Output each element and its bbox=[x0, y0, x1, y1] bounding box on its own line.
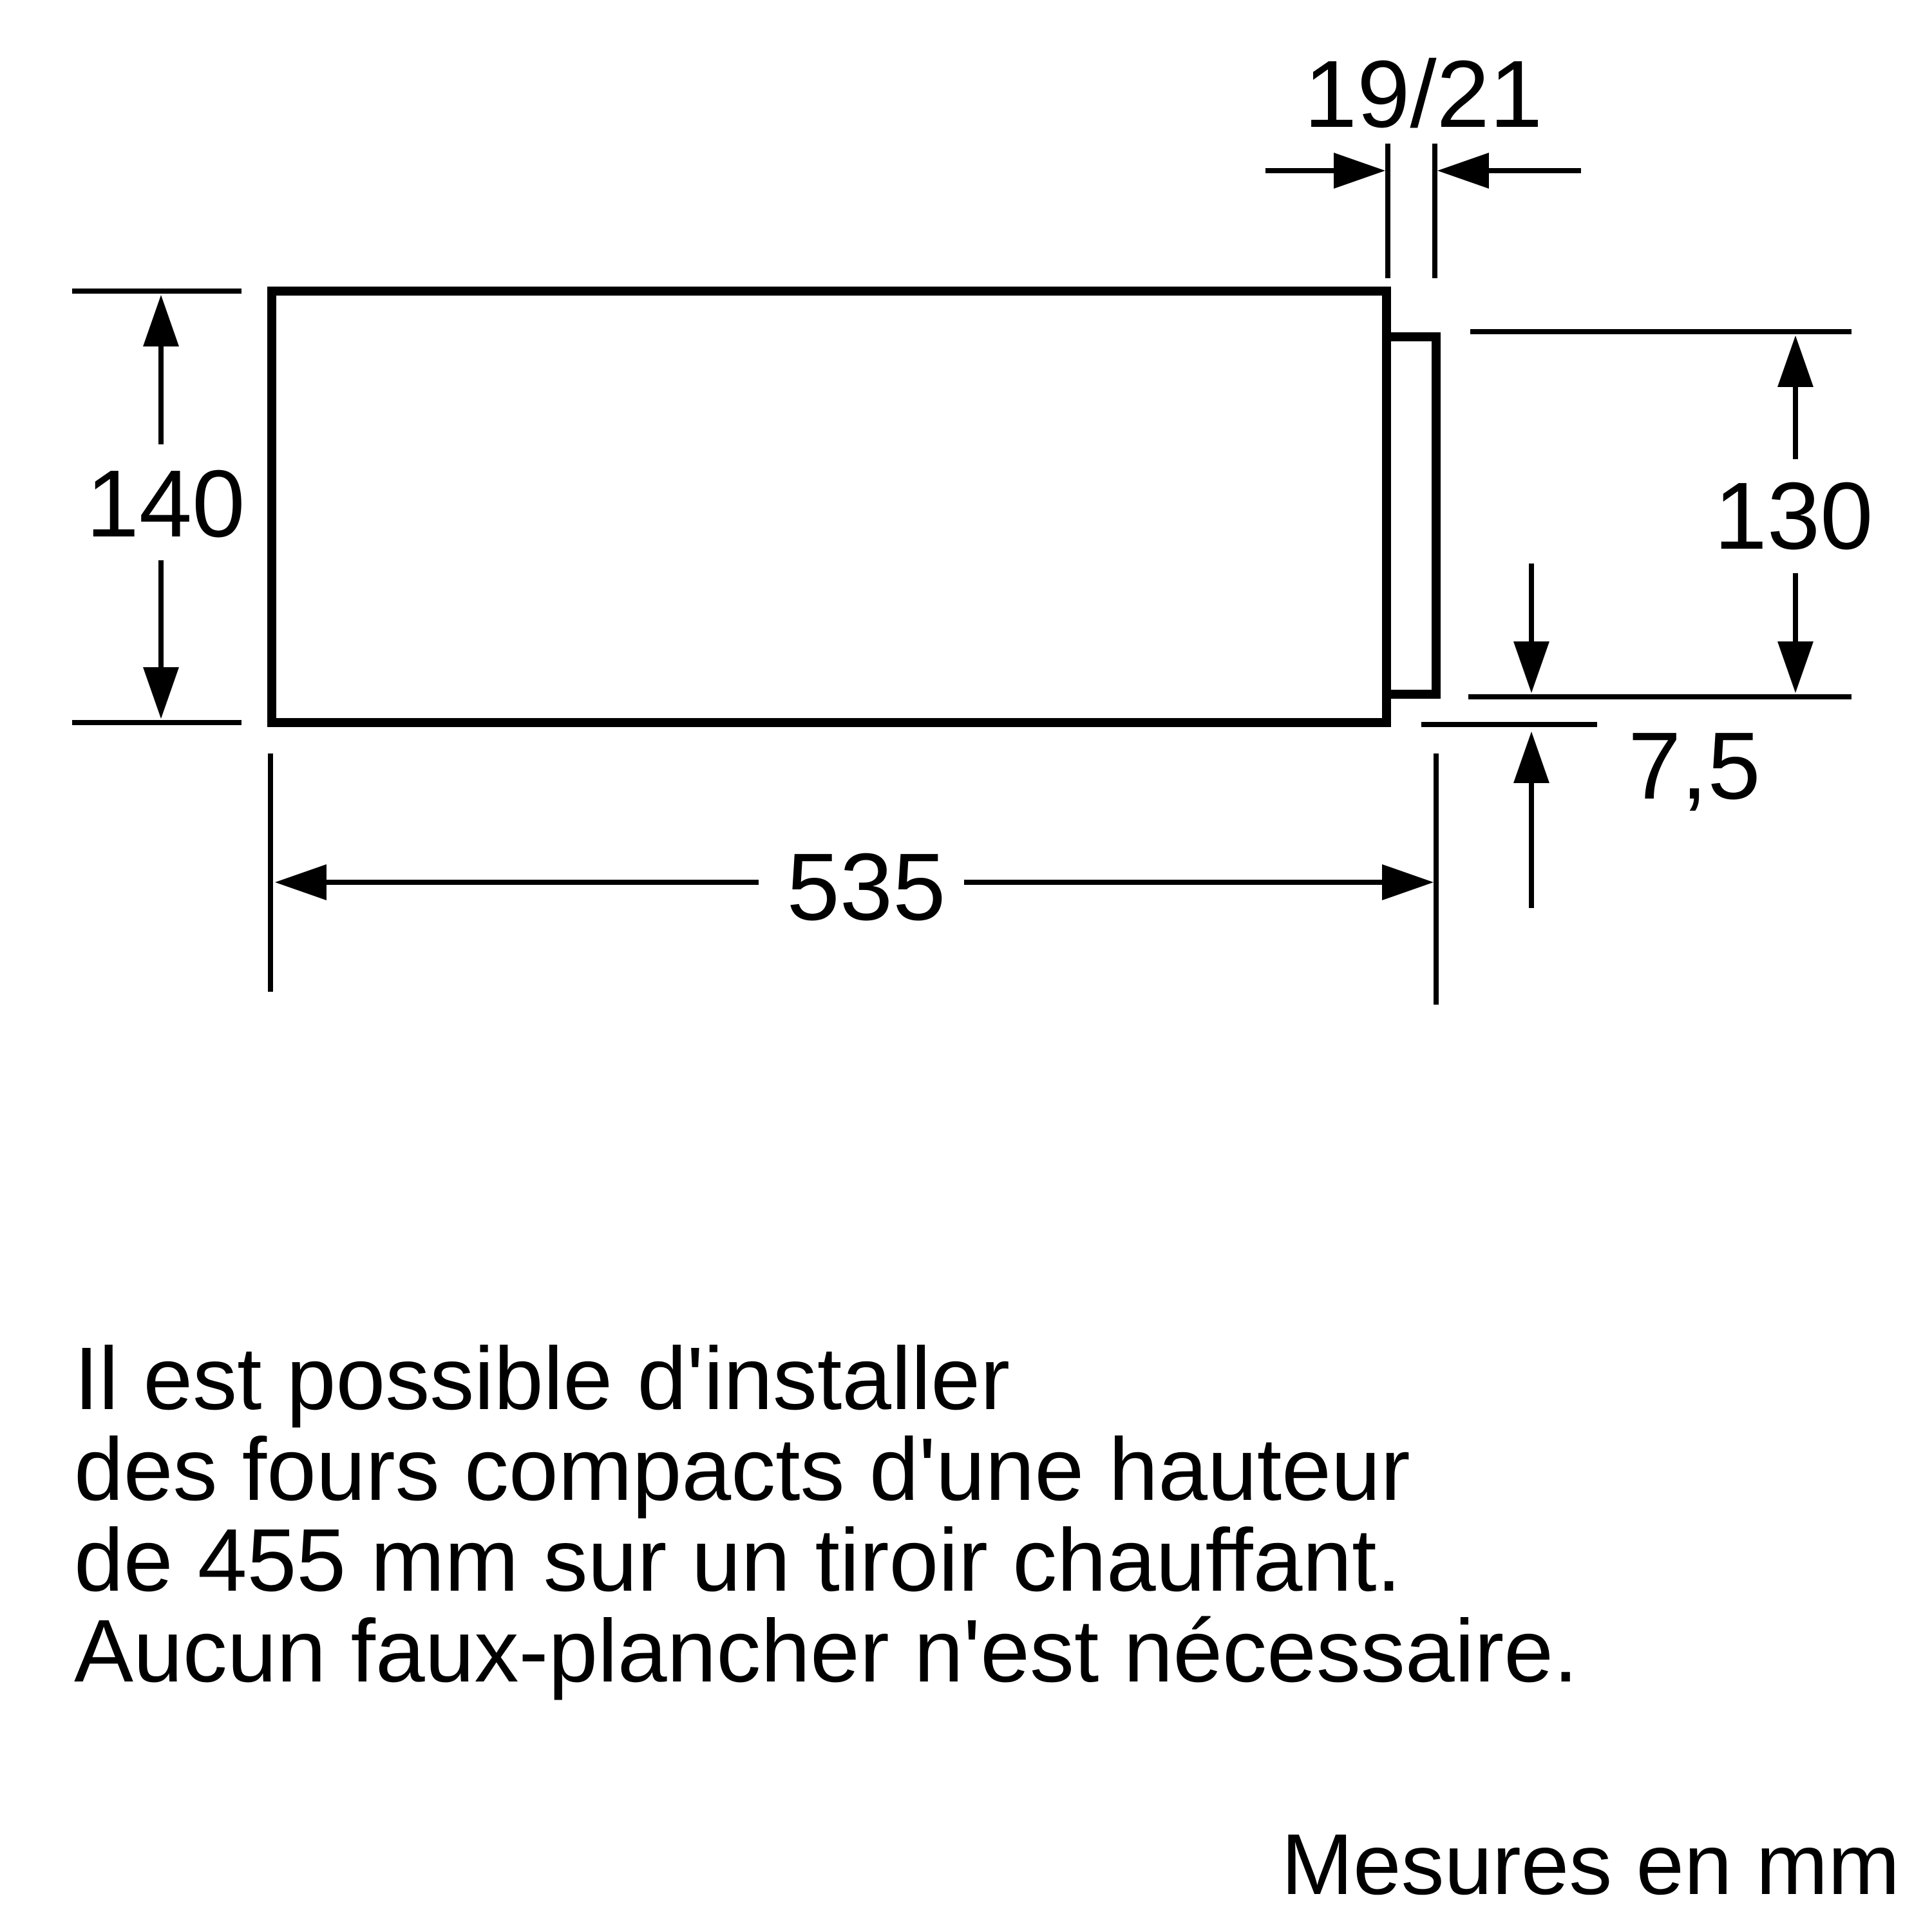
units-caption: Mesures en mm bbox=[1281, 1817, 1900, 1913]
note-line-4: Aucun faux-plancher n'est nécessaire. bbox=[74, 1602, 1578, 1701]
dimension-label-depth: 535 bbox=[786, 834, 946, 940]
dimension-label-front-gap: 19/21 bbox=[1303, 41, 1543, 147]
dimension-label-panel-height: 130 bbox=[1714, 463, 1873, 569]
dimension-label-body-height: 140 bbox=[86, 451, 245, 557]
note-line-1: Il est possible d'installer bbox=[74, 1329, 1010, 1428]
note-line-3: de 455 mm sur un tiroir chauffant. bbox=[74, 1511, 1401, 1610]
dimension-label-bottom-offset: 7,5 bbox=[1628, 713, 1761, 819]
note-line-2: des fours compacts d'une hauteur bbox=[74, 1420, 1410, 1519]
